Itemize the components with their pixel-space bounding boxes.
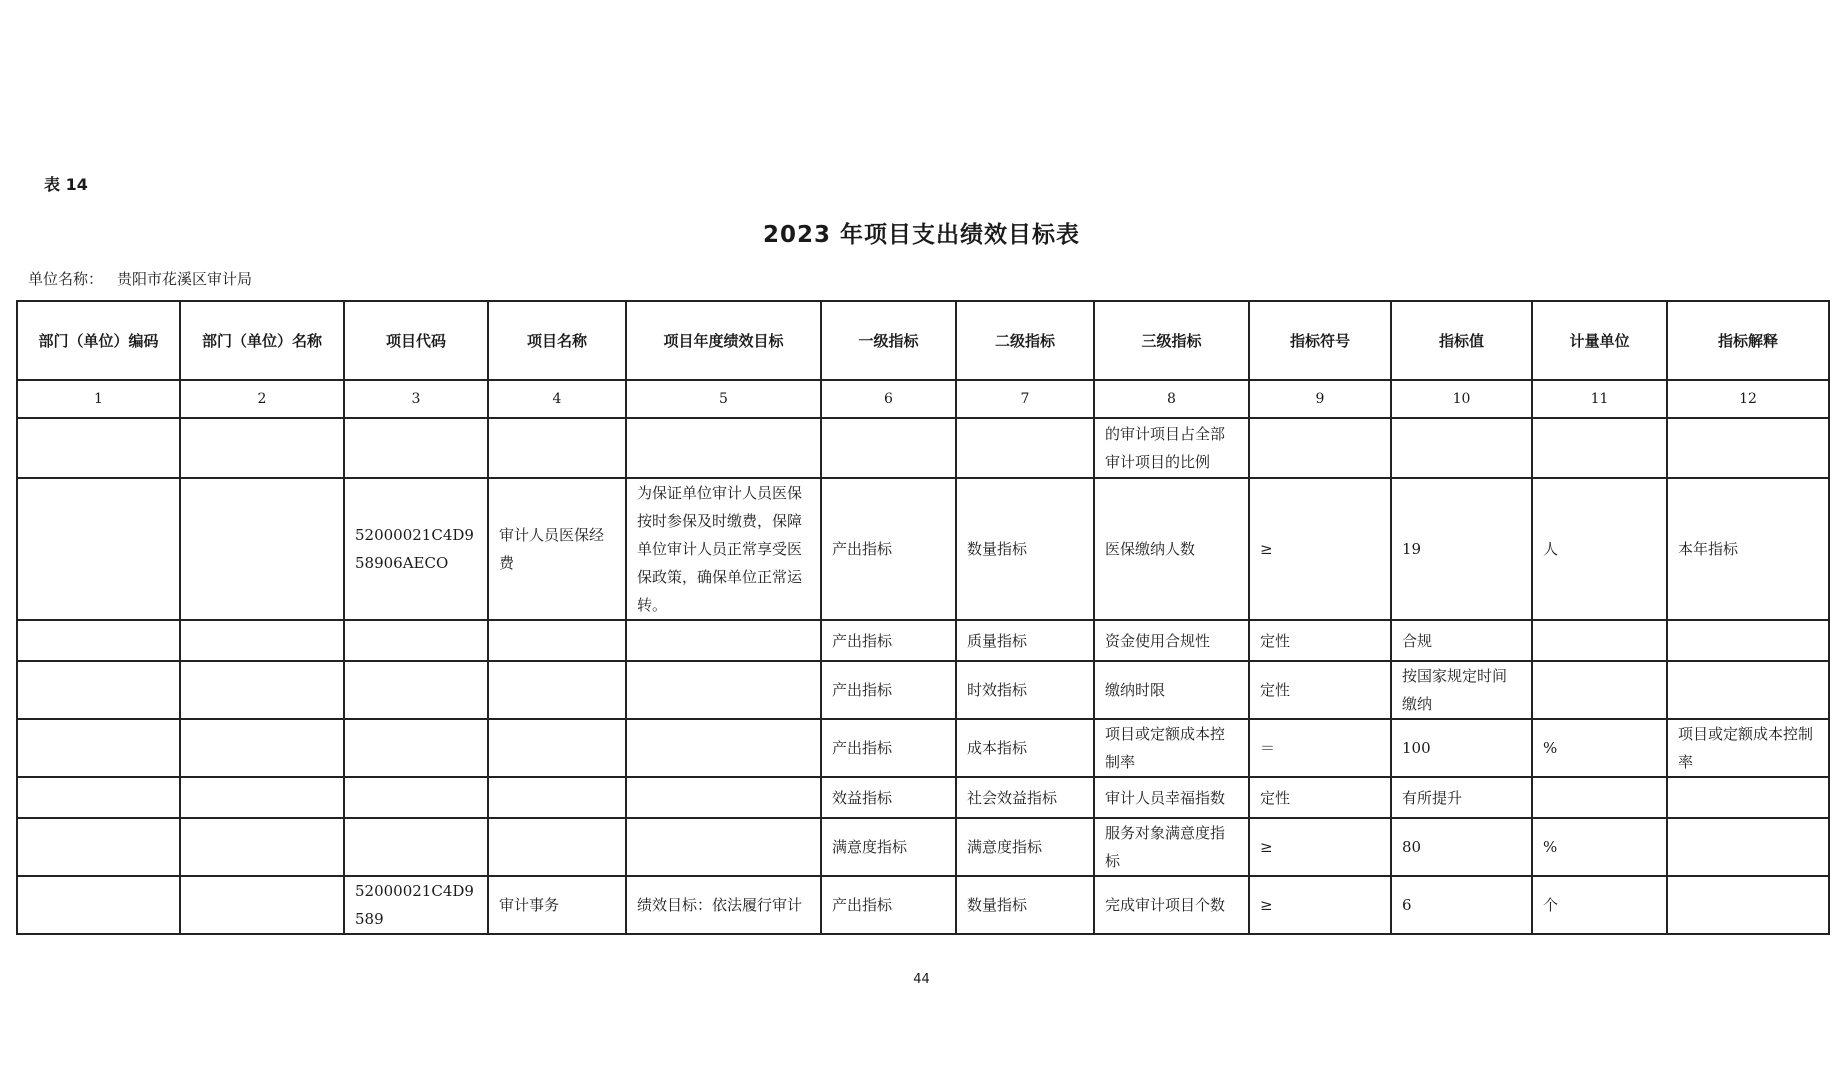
table-cell xyxy=(626,818,821,876)
table-cell: 个 xyxy=(1532,876,1667,934)
column-number-row xyxy=(17,380,1829,418)
table-cell xyxy=(626,777,821,818)
table-cell: 成本指标 xyxy=(956,719,1094,777)
table-cell xyxy=(1532,777,1667,818)
column-header: 部门（单位）名称 xyxy=(180,301,344,380)
table-cell xyxy=(17,620,180,661)
table-cell: 按国家规定时间缴纳 xyxy=(1391,661,1532,719)
column-number: 5 xyxy=(626,380,821,418)
table-cell: 有所提升 xyxy=(1391,777,1532,818)
table-cell: 审计人员幸福指数 xyxy=(1094,777,1249,818)
table-cell: 本年指标 xyxy=(1667,478,1829,620)
unit-line xyxy=(28,268,252,289)
table-cell xyxy=(180,620,344,661)
table-cell: 为保证单位审计人员医保按时参保及时缴费，保障单位审计人员正常享受医保政策，确保单位正常运转。 xyxy=(626,478,821,620)
table-cell: 完成审计项目个数 xyxy=(1094,876,1249,934)
table-cell: 100 xyxy=(1391,719,1532,777)
table-cell xyxy=(17,418,180,478)
table-cell: 绩效目标：依法履行审计 xyxy=(626,876,821,934)
table-cell: 合规 xyxy=(1391,620,1532,661)
table-row xyxy=(17,661,1829,719)
table-cell xyxy=(17,478,180,620)
table-cell: ≥ xyxy=(1249,478,1391,620)
table-cell xyxy=(344,777,488,818)
table-row xyxy=(17,719,1829,777)
table-cell xyxy=(344,620,488,661)
table-cell xyxy=(180,719,344,777)
table-cell xyxy=(1667,777,1829,818)
table-cell xyxy=(626,418,821,478)
table-cell: 项目或定额成本控制率 xyxy=(1094,719,1249,777)
table-cell xyxy=(17,661,180,719)
table-cell xyxy=(180,818,344,876)
table-cell xyxy=(1391,418,1532,478)
table-cell xyxy=(1667,818,1829,876)
table-cell: % xyxy=(1532,719,1667,777)
table-row xyxy=(17,620,1829,661)
table-cell xyxy=(1249,418,1391,478)
table-cell: 数量指标 xyxy=(956,478,1094,620)
page-number: 44 xyxy=(913,972,930,987)
column-header: 部门（单位）编码 xyxy=(17,301,180,380)
unit-label: 单位名称： xyxy=(28,270,104,288)
table-cell: 项目或定额成本控制率 xyxy=(1667,719,1829,777)
table-number: 表 14 xyxy=(44,175,88,194)
table-cell xyxy=(488,620,626,661)
table-row xyxy=(17,777,1829,818)
table-cell xyxy=(488,818,626,876)
table-cell xyxy=(180,418,344,478)
table-cell: 满意度指标 xyxy=(821,818,956,876)
table-row xyxy=(17,818,1829,876)
table-cell xyxy=(488,418,626,478)
table-cell: 质量指标 xyxy=(956,620,1094,661)
column-header: 三级指标 xyxy=(1094,301,1249,380)
table-row xyxy=(17,478,1829,620)
table-cell: 产出指标 xyxy=(821,876,956,934)
column-header: 指标值 xyxy=(1391,301,1532,380)
table-cell: 审计事务 xyxy=(488,876,626,934)
table-cell xyxy=(1667,620,1829,661)
table-cell: 效益指标 xyxy=(821,777,956,818)
table-cell xyxy=(488,777,626,818)
table-cell: 医保缴纳人数 xyxy=(1094,478,1249,620)
column-number: 3 xyxy=(344,380,488,418)
table-cell: 社会效益指标 xyxy=(956,777,1094,818)
table-cell: 定性 xyxy=(1249,620,1391,661)
column-number: 2 xyxy=(180,380,344,418)
table-cell xyxy=(344,418,488,478)
table-cell xyxy=(1532,661,1667,719)
table-cell xyxy=(488,661,626,719)
column-number: 10 xyxy=(1391,380,1532,418)
column-number: 11 xyxy=(1532,380,1667,418)
table-cell: 资金使用合规性 xyxy=(1094,620,1249,661)
table-cell xyxy=(626,620,821,661)
table-cell: ≥ xyxy=(1249,876,1391,934)
table-cell: ＝ xyxy=(1249,719,1391,777)
table-cell: 人 xyxy=(1532,478,1667,620)
table-cell xyxy=(344,719,488,777)
page-title: 2023 年项目支出绩效目标表 xyxy=(762,222,1081,248)
table-cell: 6 xyxy=(1391,876,1532,934)
table-cell xyxy=(626,719,821,777)
column-number: 12 xyxy=(1667,380,1829,418)
table-cell xyxy=(17,818,180,876)
column-header: 指标解释 xyxy=(1667,301,1829,380)
table-cell xyxy=(180,876,344,934)
table-cell: 满意度指标 xyxy=(956,818,1094,876)
table-cell xyxy=(1667,418,1829,478)
column-header: 项目年度绩效目标 xyxy=(626,301,821,380)
table-cell: 定性 xyxy=(1249,777,1391,818)
table-cell xyxy=(821,418,956,478)
table-cell: 定性 xyxy=(1249,661,1391,719)
column-header: 项目名称 xyxy=(488,301,626,380)
table-cell: 数量指标 xyxy=(956,876,1094,934)
table-cell xyxy=(180,661,344,719)
column-number: 1 xyxy=(17,380,180,418)
table-cell: 服务对象满意度指标 xyxy=(1094,818,1249,876)
table-cell xyxy=(1532,418,1667,478)
column-header: 计量单位 xyxy=(1532,301,1667,380)
table-cell xyxy=(488,719,626,777)
column-number: 4 xyxy=(488,380,626,418)
table-cell: 产出指标 xyxy=(821,719,956,777)
column-number: 8 xyxy=(1094,380,1249,418)
table-cell xyxy=(626,661,821,719)
table-cell: 产出指标 xyxy=(821,620,956,661)
table-cell: 的审计项目占全部审计项目的比例 xyxy=(1094,418,1249,478)
performance-target-table xyxy=(16,300,1830,935)
table-cell xyxy=(344,818,488,876)
table-cell xyxy=(17,777,180,818)
table-cell: 审计人员医保经费 xyxy=(488,478,626,620)
column-header: 指标符号 xyxy=(1249,301,1391,380)
unit-value: 贵阳市花溪区审计局 xyxy=(117,270,253,288)
table-cell: 19 xyxy=(1391,478,1532,620)
table-cell: 52000021C4D958906AECO xyxy=(344,478,488,620)
table-cell: 产出指标 xyxy=(821,478,956,620)
column-number: 6 xyxy=(821,380,956,418)
table-cell: 缴纳时限 xyxy=(1094,661,1249,719)
column-number: 9 xyxy=(1249,380,1391,418)
table-cell: 52000021C4D9589 xyxy=(344,876,488,934)
header-row xyxy=(17,301,1829,380)
table-cell xyxy=(956,418,1094,478)
table-cell xyxy=(17,876,180,934)
table-cell: 产出指标 xyxy=(821,661,956,719)
table-cell: % xyxy=(1532,818,1667,876)
table-cell xyxy=(17,719,180,777)
table-cell xyxy=(180,777,344,818)
column-header: 项目代码 xyxy=(344,301,488,380)
column-number: 7 xyxy=(956,380,1094,418)
table-cell: 时效指标 xyxy=(956,661,1094,719)
table-cell: ≥ xyxy=(1249,818,1391,876)
table-cell: 80 xyxy=(1391,818,1532,876)
table-row xyxy=(17,876,1829,934)
column-header: 一级指标 xyxy=(821,301,956,380)
table-row xyxy=(17,418,1829,478)
column-header: 二级指标 xyxy=(956,301,1094,380)
table-cell xyxy=(344,661,488,719)
table-cell xyxy=(1667,661,1829,719)
table-cell xyxy=(180,478,344,620)
table-cell xyxy=(1532,620,1667,661)
table-cell xyxy=(1667,876,1829,934)
